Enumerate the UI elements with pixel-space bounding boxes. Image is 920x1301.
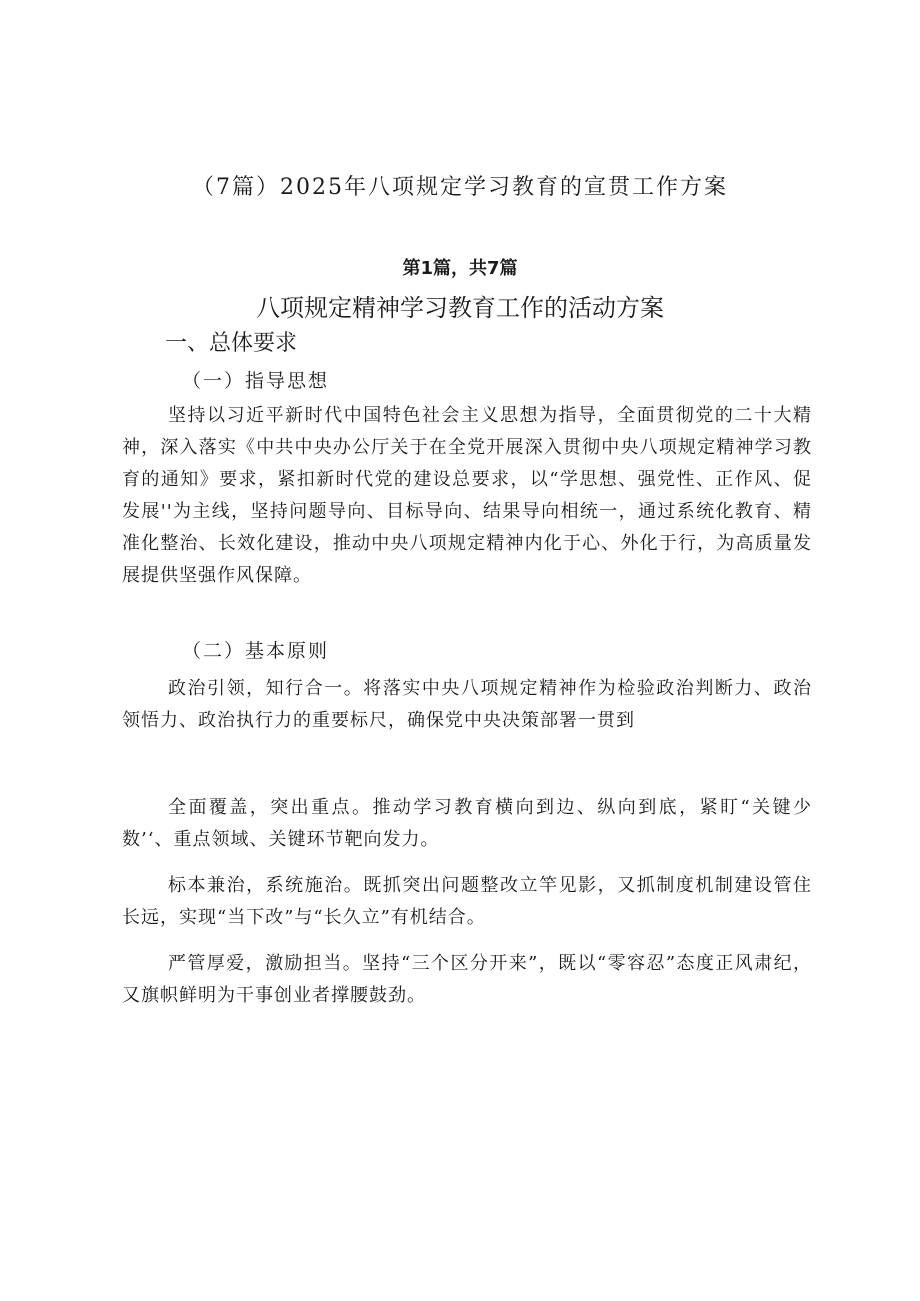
paragraph-principle-3: 标本兼治，系统施治。既抓突出问题整改立竿见影，又抓制度机制建设管住长远，实现“当下改”与“长久立”有机结合。 xyxy=(122,875,812,928)
paragraph-principle-2: 全面覆盖，突出重点。推动学习教育横向到边、纵向到底，紧盯“关键少数’‘、重点领域、关键环节靶向发力。 xyxy=(122,797,812,850)
document-title: （7篇）2025年八项规定学习教育的宣贯工作方案 xyxy=(192,175,728,200)
paragraph-guiding-ideology: 坚持以习近平新时代中国特色社会主义思想为指导，全面贯彻党的二十大精神，深入落实《中共中央办公厅关于在全党开展深入贯彻中央八项规定精神学习教育的通知》要求，紧扣新时代党的建设总要求，以“学思想、强党性、正作风、促发展''为主线，坚持问题导向、目标导向、结果导向相统一，通过系统化教育、精准化整治、长效化建设，推动中央八项规定精神内化于心、外化于行，为高质量发展提供坚强作风保障。 xyxy=(122,405,812,586)
part-label: 第1篇，共7篇 xyxy=(402,258,518,279)
part-title: 八项规定精神学习教育工作的活动方案 xyxy=(256,294,664,322)
subsection-heading-basic-principles: （二）基本原则 xyxy=(182,640,330,662)
paragraph-principle-4: 严管厚爱，激励担当。坚持“三个区分开来”，既以“零容忍”态度正风肃纪，又旗帜鲜明为干事创业者撑腰鼓劲。 xyxy=(122,953,812,1006)
subsection-heading-guiding-ideology: （一）指导思想 xyxy=(182,370,330,392)
paragraph-principle-1: 政治引领，知行合一。将落实中央八项规定精神作为检验政治判断力、政治领悟力、政治执行力的重要标尺，确保党中央决策部署一贯到 xyxy=(122,678,812,731)
section-heading-general-requirements: 一、总体要求 xyxy=(165,331,298,356)
